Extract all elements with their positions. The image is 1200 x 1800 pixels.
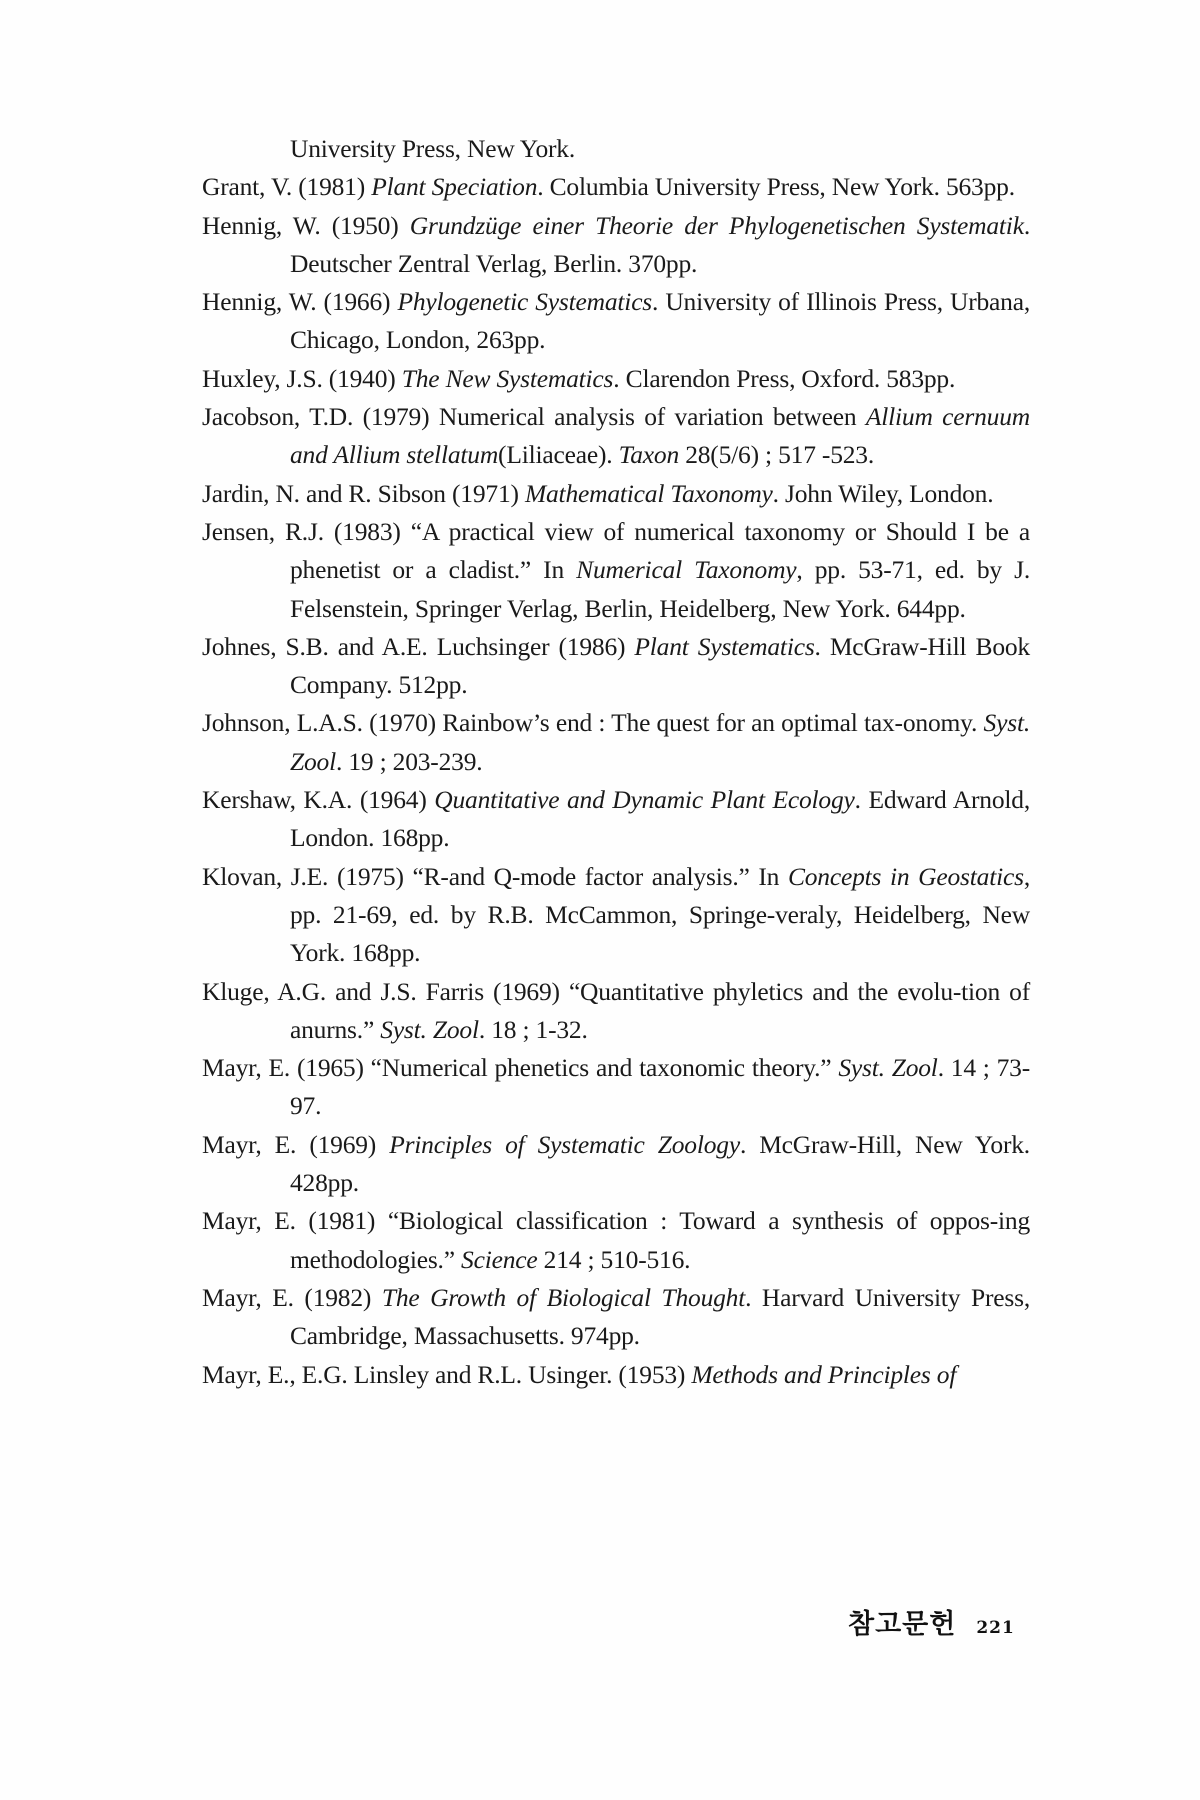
reference-text: Johnes, S.B. and A.E. Luchsinger (1986) [202,631,635,661]
reference-entry [202,1049,1030,1126]
reference-text: . Harvard University Press, Cambridge, Massachusetts. 974pp. [290,1282,1030,1351]
reference-text: Mayr, E., E.G. Linsley and R.L. Usinger. (1953) [202,1359,692,1389]
reference-entry [202,973,1030,1050]
reference-text: Mayr, E. (1965) “Numerical phenetics and taxonomic theory.” [202,1053,839,1083]
reference-text: University Press, New York. [290,134,576,163]
reference-text: Hennig, W. (1966) [202,287,398,317]
reference-text: Johnson, L.A.S. (1970) Rainbow’s end : The quest for an optimal tax-onomy. [202,708,984,738]
reference-text: Jardin, N. and R. Sibson (1971) [202,478,525,508]
reference-entry [202,1279,1030,1356]
page-footer [848,1602,1015,1641]
section-title: 참고문헌 [848,1609,957,1640]
reference-text: . McGraw-Hill, New York. 428pp. [290,1129,1030,1198]
reference-text: (Liliaceae). [498,440,619,470]
reference-entry [202,1202,1030,1279]
reference-title-italic: Phylogenetic Systematics [397,287,653,317]
reference-title-italic: Methods and Principles of [691,1359,957,1389]
reference-list [202,130,1030,1394]
reference-title-italic: Syst. Zool [838,1053,938,1083]
reference-text: , pp. 53-71, ed. by J. Felsenstein, Springer Verlag, Berlin, Heidelberg, New York. 644pp. [290,555,1030,623]
reference-title-italic: Principles of Systematic Zoology [389,1129,740,1159]
reference-title-italic: Concepts in Geostatics [787,861,1024,891]
reference-entry [202,513,1030,628]
reference-text: . 18 ; 1-32. [478,1014,588,1044]
reference-entry [202,1356,1030,1394]
reference-text: . Columbia University Press, New York. 563pp. [537,172,1015,202]
page-number: 221 [976,1618,1015,1638]
reference-entry [202,704,1030,781]
reference-text: . Clarendon Press, Oxford. 583pp. [613,363,956,393]
reference-text: Grant, V. (1981) [202,172,372,202]
reference-text: . 19 ; 203-239. [335,746,483,776]
reference-title-italic: Allium cernuum and Allium stellatum [290,402,1030,470]
reference-text: Kershaw, K.A. (1964) [202,785,435,815]
reference-text: , pp. 21-69, ed. by R.B. McCammon, Springe-veraly, Heidelberg, New York. 168pp. [290,861,1030,968]
reference-text: Jacobson, T.D. (1979) Numerical analysis of variation between [202,402,866,432]
reference-entry [202,168,1030,206]
reference-title-italic: Science [461,1244,538,1274]
reference-title-italic: Taxon [618,440,680,470]
reference-text: Hennig, W. (1950) [202,210,410,240]
reference-text: Mayr, E. (1982) [202,1282,382,1312]
reference-text: Huxley, J.S. (1940) [202,363,402,393]
reference-text: . McGraw-Hill Book Company. 512pp. [290,631,1030,700]
reference-title-italic: Grundzüge einer Theorie der Phylogenetischen Systematik [409,210,1024,240]
reference-text: Jensen, R.J. (1983) “A practical view of numerical taxonomy or Should I be a phenetist or a cladist.” In [202,516,1030,585]
reference-text: 28(5/6) ; 517 -523. [679,440,875,470]
reference-text: . University of Illinois Press, Urbana, Chicago, London, 263pp. [290,287,1031,355]
reference-title-italic: Numerical Taxonomy [576,555,797,585]
reference-title-italic: Mathematical Taxonomy [524,478,773,508]
reference-entry [202,207,1030,284]
reference-text: Mayr, E. (1969) [202,1129,390,1159]
reference-text: . Deutscher Zentral Verlag, Berlin. 370pp. [290,210,1031,278]
reference-entry [202,283,1030,360]
reference-title-italic: Syst. Zool [290,708,1030,776]
reference-title-italic: Syst. Zool [380,1014,479,1044]
reference-title-italic: The New Systematics [401,363,614,393]
reference-entry [202,1126,1030,1203]
reference-entry [202,628,1030,705]
reference-text: Kluge, A.G. and J.S. Farris (1969) “Quantitative phyletics and the evolu-tion of anurns.” [202,976,1030,1044]
reference-entry [202,360,1030,398]
reference-text: Mayr, E. (1981) “Biological classification : Toward a synthesis of oppos-ing methodologies.” [202,1206,1030,1274]
reference-entry [202,475,1030,513]
reference-text: . 14 ; 73-97. [290,1053,1030,1121]
reference-text: . John Wiley, London. [772,478,994,508]
reference-entry [202,398,1030,475]
reference-text: . Edward Arnold, London. 168pp. [290,785,1031,853]
reference-entry-continuation [202,130,1030,168]
reference-entry [202,858,1030,973]
reference-title-italic: Plant Speciation [371,172,538,202]
reference-title-italic: The Growth of Biological Thought [381,1282,746,1312]
reference-title-italic: Plant Systematics [634,631,815,661]
reference-text: 214 ; 510-516. [537,1244,691,1274]
reference-text: Klovan, J.E. (1975) “R-and Q-mode factor analysis.” In [202,861,788,891]
reference-entry [202,781,1030,858]
reference-title-italic: Quantitative and Dynamic Plant Ecology [434,785,855,815]
